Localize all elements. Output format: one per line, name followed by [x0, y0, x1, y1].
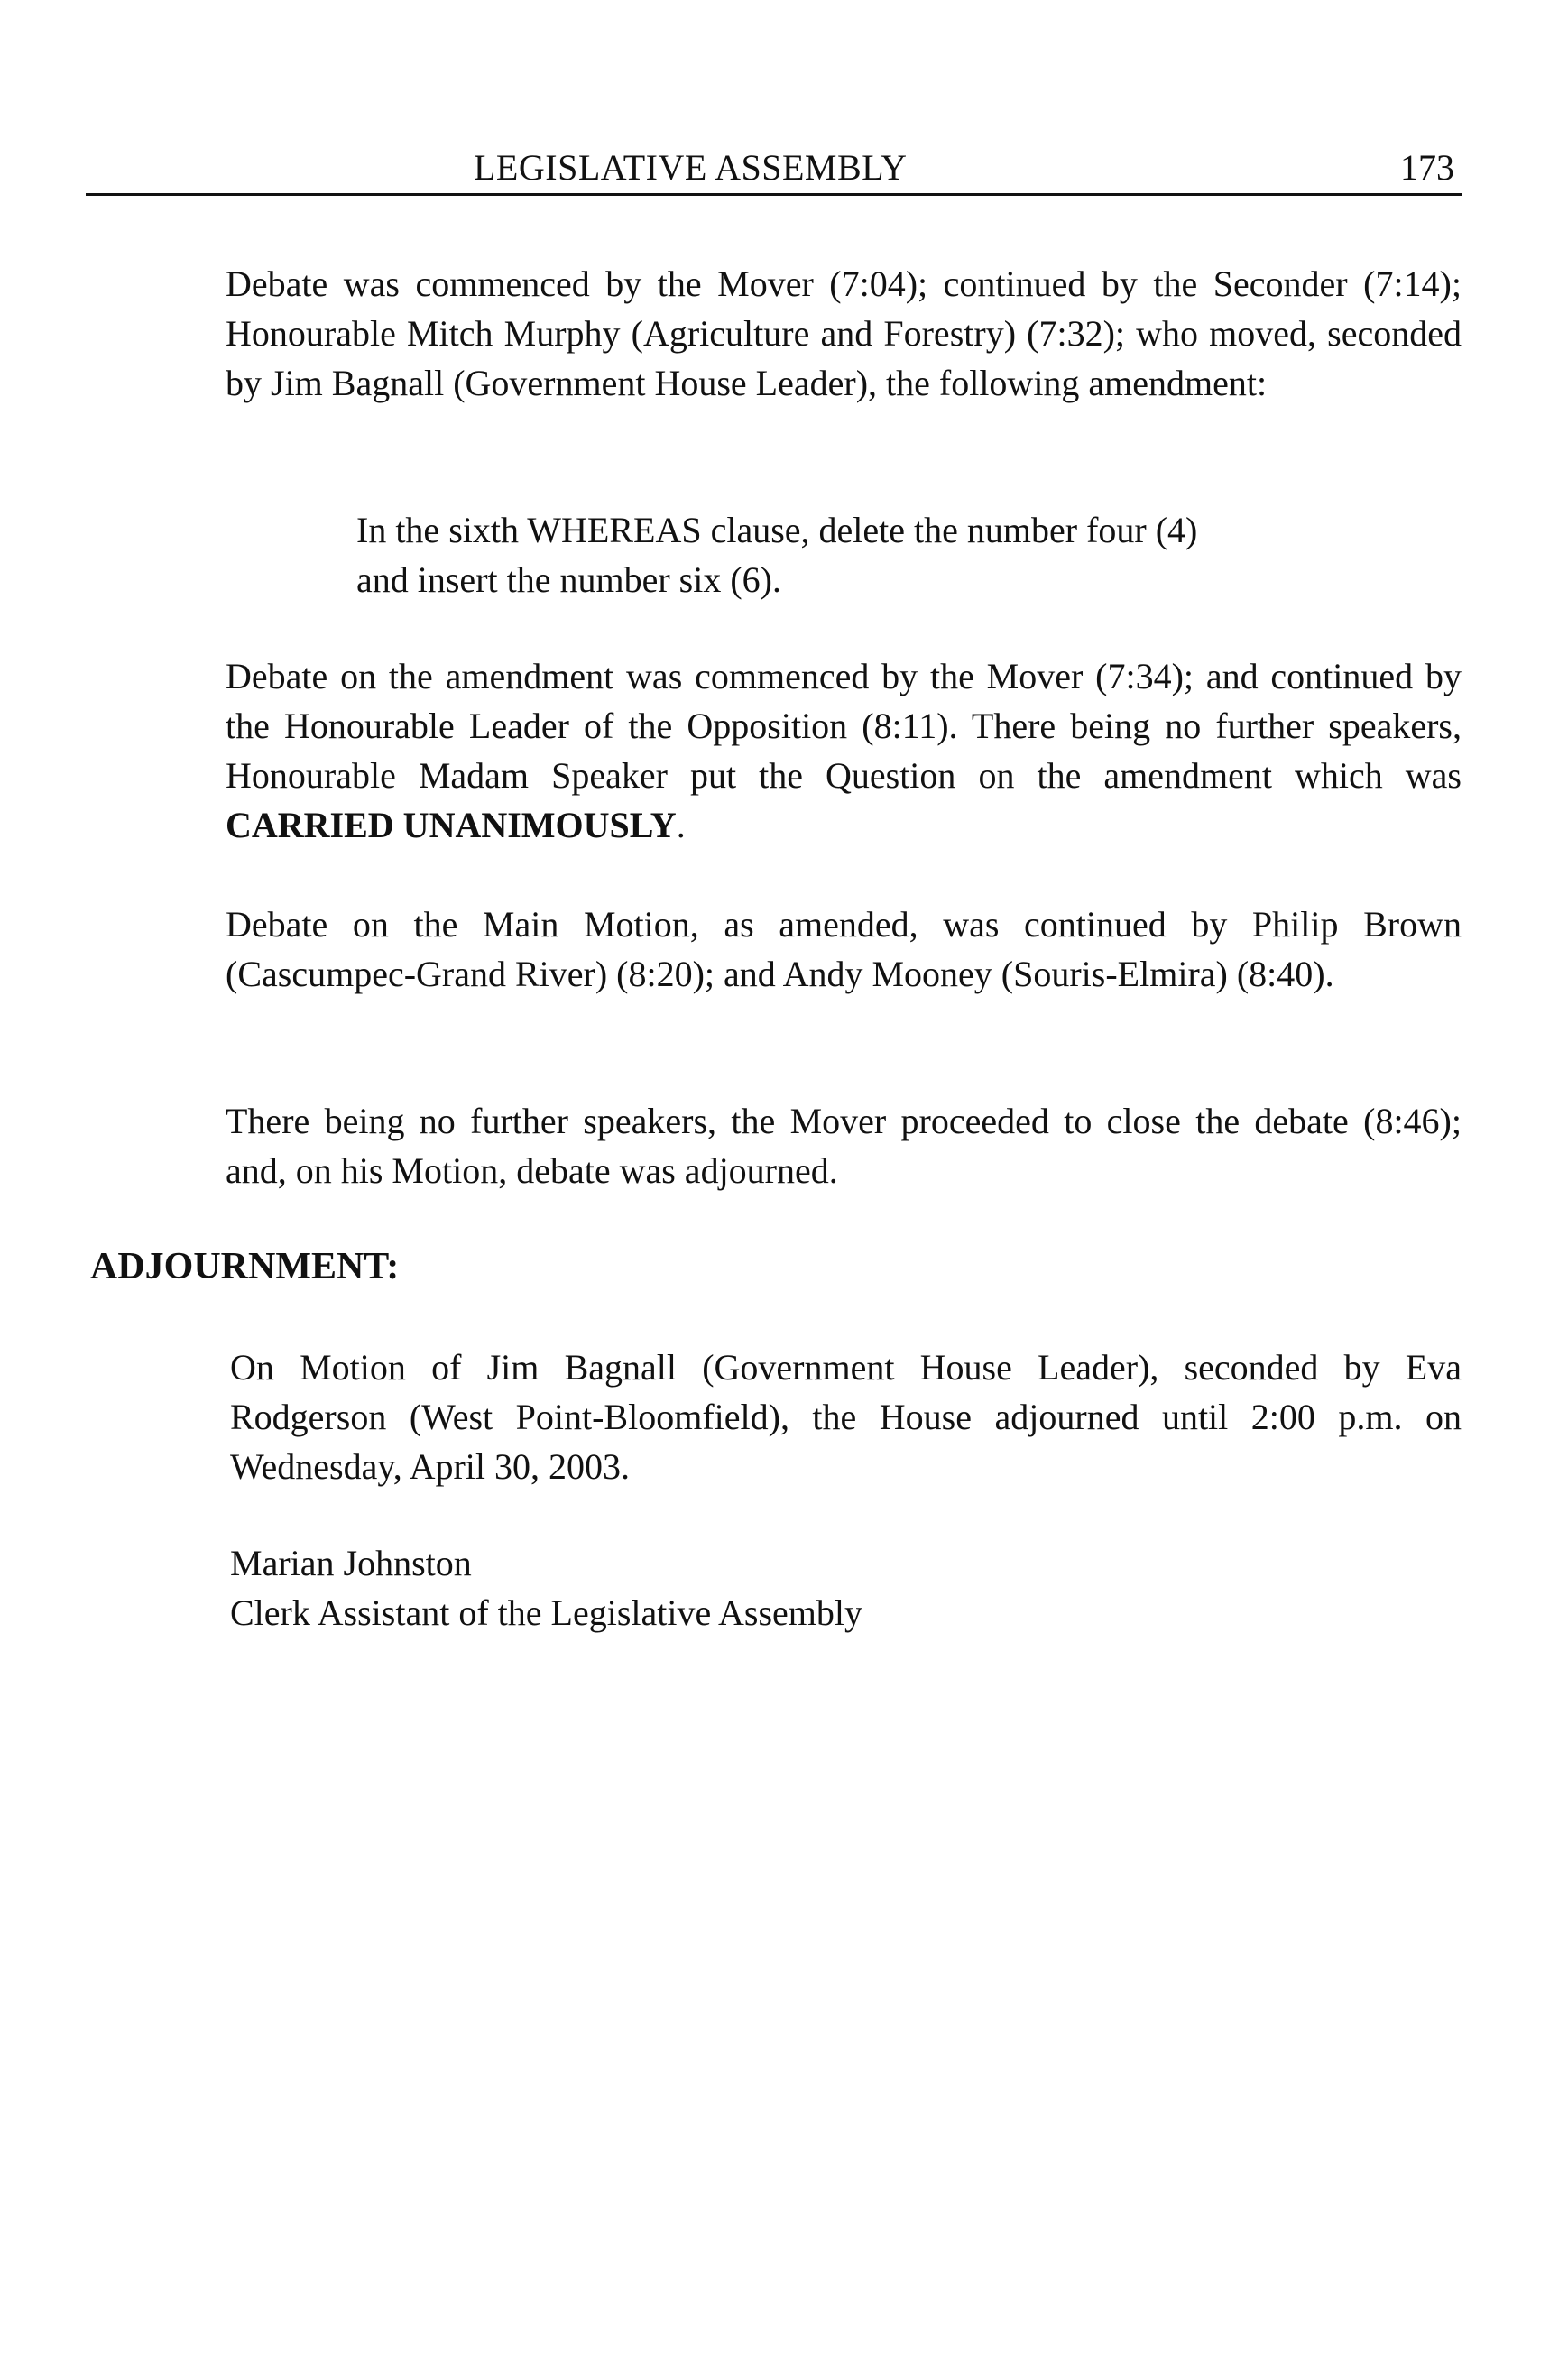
carried-unanimously: CARRIED UNANIMOUSLY	[226, 805, 677, 845]
running-title: LEGISLATIVE ASSEMBLY	[474, 147, 908, 188]
paragraph-close-debate: There being no further speakers, the Mover proceeded to close the debate (8:46); and, on his Motion, debate was adjourned.	[226, 1101, 1462, 1191]
amendment-quote	[356, 505, 1331, 604]
signatory-title: Clerk Assistant of the Legislative Assembly	[230, 1592, 863, 1633]
paragraph-amendment-debate	[226, 651, 1462, 850]
adjournment-heading: ADJOURNMENT:	[90, 1246, 400, 1287]
signatory-name: Marian Johnston	[230, 1543, 472, 1583]
amendment-debate-text: Debate on the amendment was commenced by the Mover (7:34); and continued by the Honourable Leader of the Opposition (8:11). There being no further speakers, Honourable Madam Speaker put the Question on the amendment which was	[226, 656, 1462, 796]
paragraph-adjournment: On Motion of Jim Bagnall (Government House Leader), seconded by Eva Rodgerson (West Point-Bloomfield), the House adjourned until 2:00 p.m. on Wednesday, April 30, 2003.	[230, 1347, 1462, 1487]
signature-block	[230, 1538, 862, 1637]
page-number: 173	[1400, 147, 1454, 188]
amendment-line: and insert the number six (6).	[356, 559, 781, 600]
paragraph-debate-commenced: Debate was commenced by the Mover (7:04); continued by the Seconder (7:14); Honourable Mitch Murphy (Agriculture and Forestry) (7:32); who moved, seconded by Jim Bagnall (Government House Leader), the following amendment:	[226, 263, 1462, 403]
amendment-debate-end: .	[676, 805, 686, 845]
paragraph-main-motion: Debate on the Main Motion, as amended, was continued by Philip Brown (Cascumpec-Grand River) (8:20); and Andy Mooney (Souris-Elmira) (8:40).	[226, 904, 1462, 994]
header-rule	[86, 193, 1462, 196]
amendment-line: In the sixth WHEREAS clause, delete the number four (4)	[356, 510, 1198, 550]
page-header	[86, 146, 1462, 200]
